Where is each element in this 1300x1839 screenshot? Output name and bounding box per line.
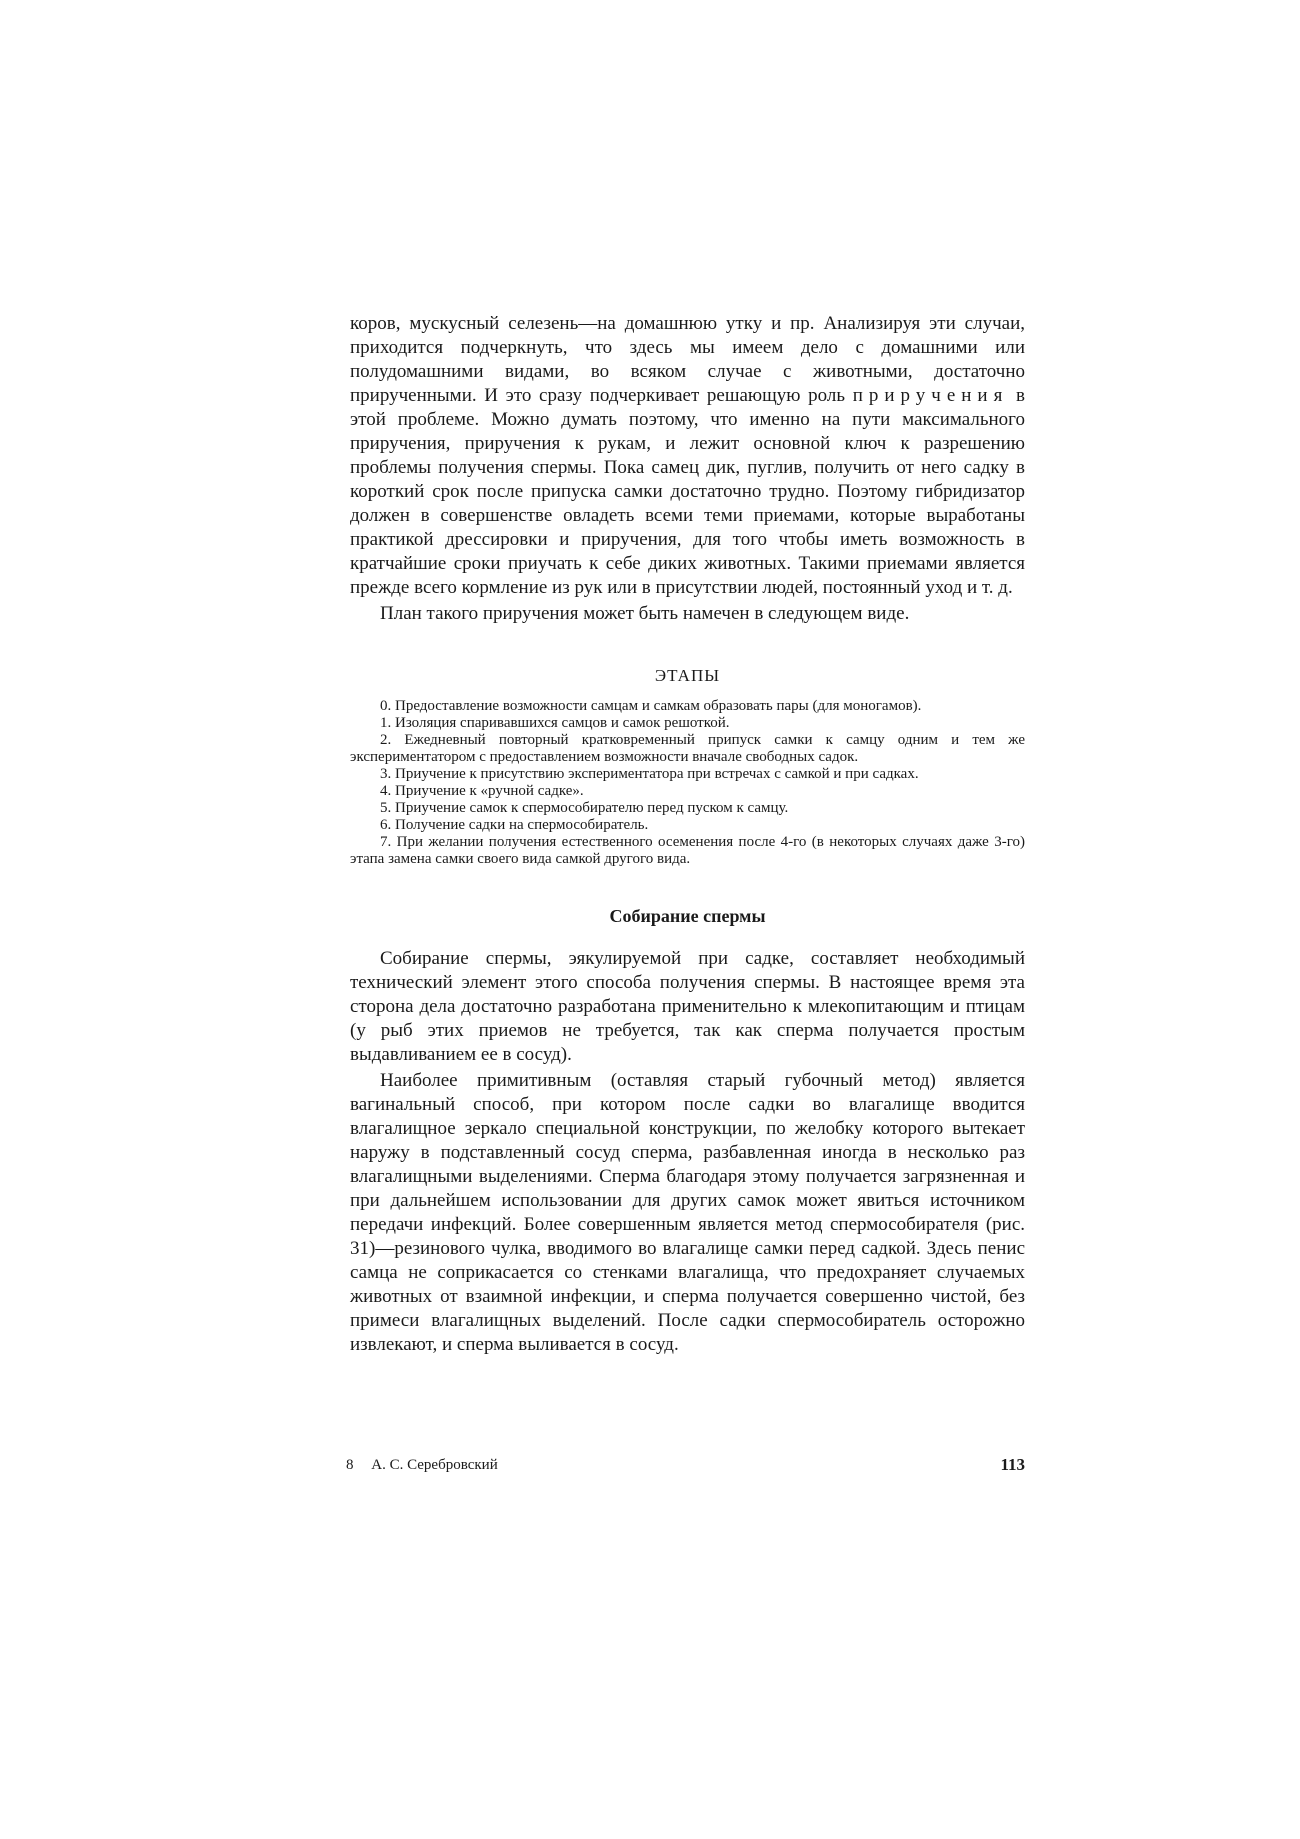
signature-mark bbox=[346, 1457, 498, 1474]
bottom-text-block bbox=[350, 947, 1025, 1357]
author-name: А. С. Серебровский bbox=[371, 1457, 498, 1473]
book-page bbox=[350, 312, 1025, 1357]
emphasized-word: приручения bbox=[852, 385, 1009, 406]
stages-title: ЭТАПЫ bbox=[654, 666, 721, 685]
paragraph-1 bbox=[350, 312, 1025, 600]
page-number: 113 bbox=[1000, 1455, 1025, 1474]
stage-item: 6. Получение садки на спермособиратель. bbox=[380, 817, 649, 833]
stage-item: 4. Приучение к «ручной садке». bbox=[380, 783, 584, 799]
stages-list bbox=[350, 698, 1025, 868]
top-text-block bbox=[350, 312, 1025, 626]
stage-item: 3. Приучение к присутствию экспериментатора при встречах с самкой и при садках. bbox=[380, 766, 919, 782]
stage-item: 5. Приучение самок к спермособирателю перед пуском к самцу. bbox=[380, 800, 789, 816]
stage-item: 2. Ежедневный повторный кратковременный припуск самки к самцу одним и тем же экспериментатором с предоставлением возможности вначале свободных садок. bbox=[350, 732, 1025, 765]
stage-item: 0. Предоставление возможности самцам и самкам образовать пары (для моногамов). bbox=[380, 698, 922, 714]
section-subheading: Собирание спермы bbox=[609, 906, 766, 926]
paragraph-2: План такого приручения может быть намечен в следующем виде. bbox=[380, 603, 910, 624]
paragraph-1-part-a: коров, мускусный селезень—на домашнюю утку и пр. Анализируя эти случаи, приходится подчеркнуть, что здесь мы имеем дело с домашними или полудомашними видами, во всяком случае с животными, достаточно прирученными. И это сразу подчеркивает решающую роль bbox=[350, 313, 1025, 406]
signature-number: 8 bbox=[346, 1457, 354, 1473]
paragraph-4: Наиболее примитивным (оставляя старый губочный метод) является вагинальный способ, при котором после садки во влагалище вводится влагалищное зеркало специальной конструкции, по желобку которого вытекает наружу в подставленный сосуд сперма, разбавленная иногда в несколько раз влагалищными выделениями. Сперма благодаря этому получается загрязненная и при дальнейшем использовании для других самок может явиться источником передачи инфекций. Более совершенным является метод спермособирателя (рис. 31)—резинового чулка, вводимого во влагалище самки перед садкой. Здесь пенис самца не соприкасается со стенками влагалища, что предохраняет случаемых животных от взаимной инфекции, и сперма получается совершенно чистой, без примеси влагалищных выделений. После садки спермособиратель осторожно извлекают, и сперма выливается в сосуд. bbox=[350, 1070, 1025, 1355]
stage-item: 7. При желании получения естественного осеменения после 4-го (в некоторых случаях даже 3-го) этапа замена самки своего вида самкой другого вида. bbox=[350, 834, 1025, 867]
stage-item: 1. Изоляция спаривавшихся самцов и самок решоткой. bbox=[380, 715, 730, 731]
paragraph-3: Собирание спермы, эякулируемой при садке, составляет необходимый технический элемент этого способа получения спермы. В настоящее время эта сторона дела достаточно разработана применительно к млекопитающим и птицам (у рыб этих приемов не требуется, так как сперма получается простым выдавливанием ее в сосуд). bbox=[350, 948, 1025, 1065]
paragraph-1-part-b: в этой проблеме. Можно думать поэтому, что именно на пути максимального приручения, приручения к рукам, и лежит основной ключ к разрешению проблемы получения спермы. Пока самец дик, пуглив, получить от него садку в короткий срок после припуска самки достаточно трудно. Поэтому гибридизатор должен в совершенстве овладеть всеми теми приемами, которые выработаны практикой дрессировки и приручения, для того чтобы иметь возможность в кратчайшие сроки приучать к себе диких животных. Такими приемами является прежде всего кормление из рук или в присутствии людей, постоянный уход и т. д. bbox=[350, 385, 1025, 598]
